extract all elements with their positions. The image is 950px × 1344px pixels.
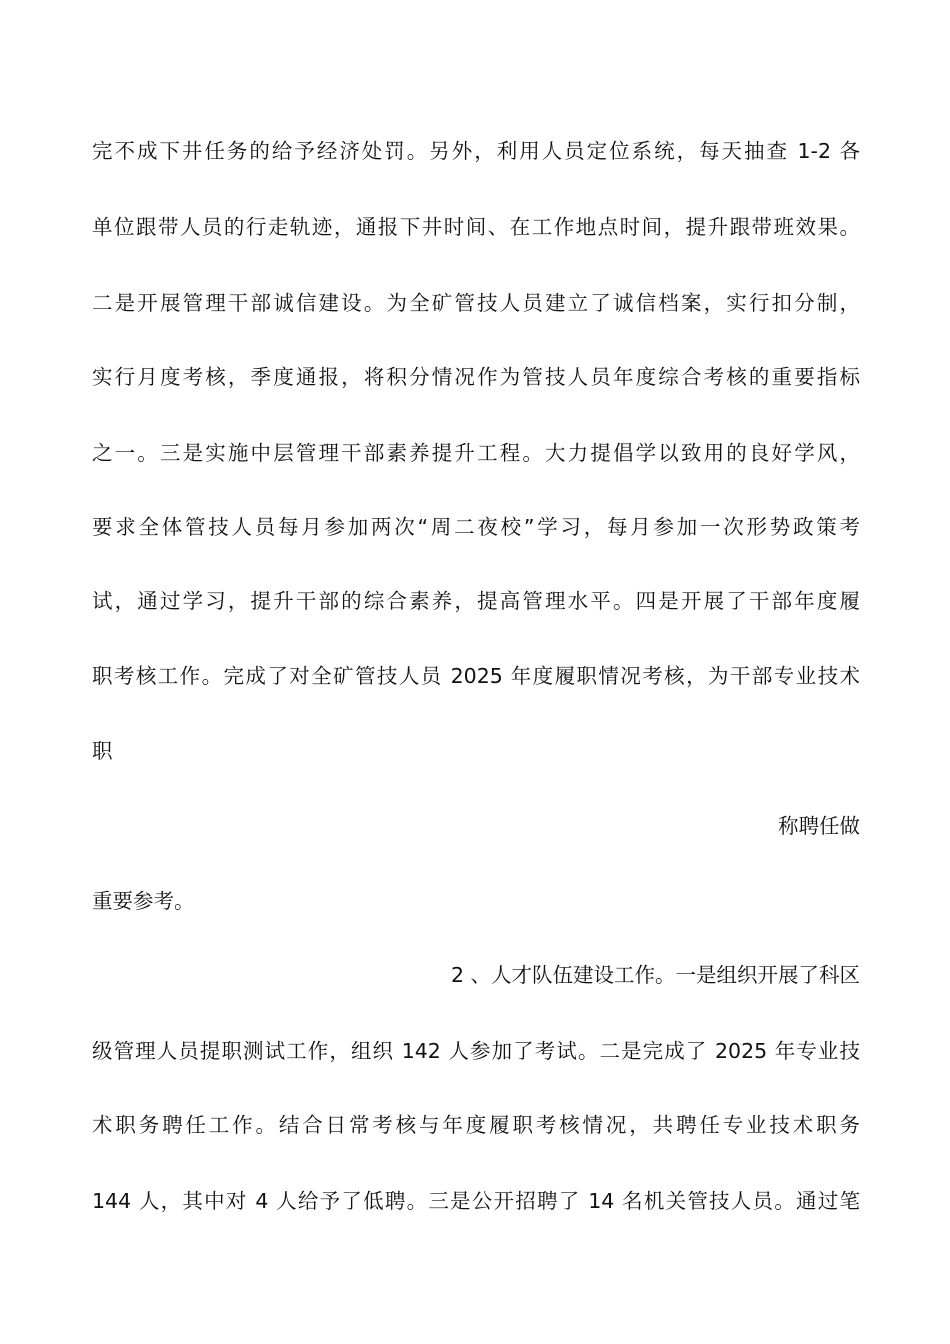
text-line: 二是开展管理干部诚信建设。为全矿管技人员建立了诚信档案，实行扣分制， <box>92 291 860 315</box>
text-line: 之一。三是实施中层管理干部素养提升工程。大力提倡学以致用的良好学风， <box>92 441 860 465</box>
text-line: 要求全体管技人员每月参加两次“周二夜校”学习，每月参加一次形势政策考 <box>92 515 860 539</box>
text-line: 重要参考。 <box>92 889 195 913</box>
text-line: 职 <box>92 739 113 763</box>
section-heading-line: 2 、人才队伍建设工作。一是组织开展了科区 <box>450 963 860 987</box>
text-line: 级管理人员提职测试工作，组织 142 人参加了考试。二是完成了 2025 年专业技 <box>92 1039 860 1063</box>
text-line: 144 人，其中对 4 人给予了低聘。三是公开招聘了 14 名机关管技人员。通过笔 <box>92 1189 860 1213</box>
text-line: 试，通过学习，提升干部的综合素养，提高管理水平。四是开展了干部年度履 <box>92 589 860 613</box>
text-line: 职考核工作。完成了对全矿管技人员 2025 年度履职情况考核，为干部专业技术 <box>92 664 860 688</box>
text-line: 完不成下井任务的给予经济处罚。另外，利用人员定位系统，每天抽查 1-2 各 <box>92 139 860 163</box>
text-line: 实行月度考核，季度通报，将积分情况作为管技人员年度综合考核的重要指标 <box>92 365 860 389</box>
text-line: 术职务聘任工作。结合日常考核与年度履职考核情况，共聘任专业技术职务 <box>92 1113 860 1137</box>
text-line: 称聘任做 <box>778 814 860 838</box>
text-line: 单位跟带人员的行走轨迹，通报下井时间、在工作地点时间，提升跟带班效果。 <box>92 215 860 239</box>
